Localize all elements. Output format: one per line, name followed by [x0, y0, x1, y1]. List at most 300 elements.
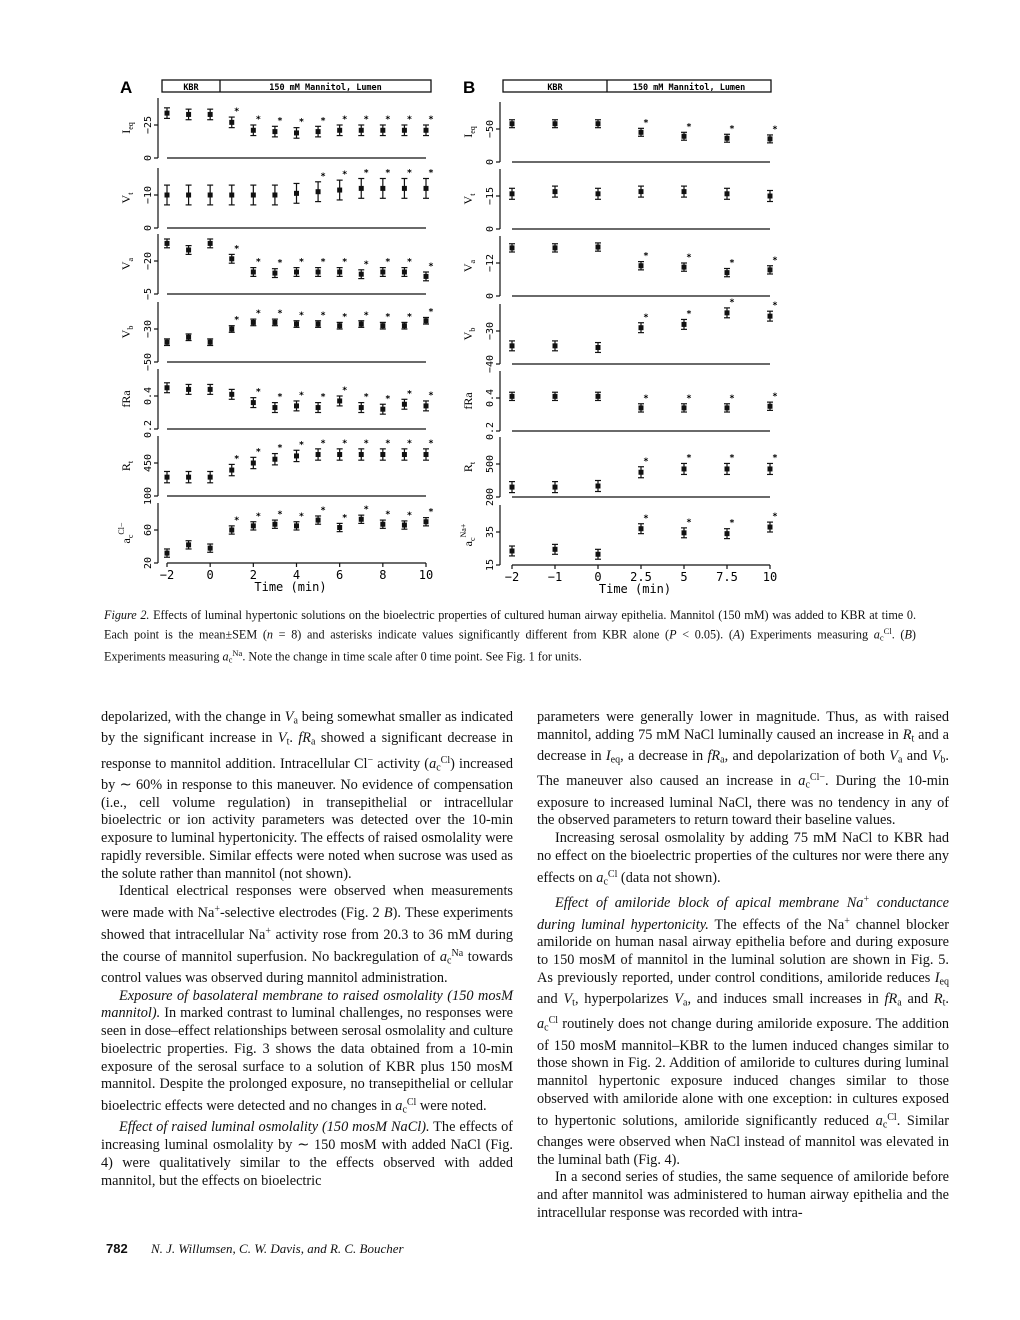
- data-point: [509, 482, 515, 493]
- mean-marker: [402, 523, 407, 528]
- text-run: ) Experiments measuring: [740, 627, 874, 642]
- significance-asterisk: *: [320, 171, 326, 182]
- significance-asterisk: *: [277, 116, 283, 127]
- text-run: and: [902, 748, 932, 764]
- mean-marker: [359, 272, 364, 277]
- subscript: c: [603, 876, 608, 887]
- italic-text: fR: [707, 748, 721, 764]
- text-run: and: [901, 991, 934, 1007]
- data-point: [380, 510, 391, 528]
- significance-asterisk: *: [277, 258, 283, 269]
- data-point: [724, 124, 735, 142]
- condition-control-label: KBR: [183, 83, 199, 93]
- significance-asterisk: *: [428, 507, 434, 518]
- data-point: [315, 258, 326, 277]
- significance-asterisk: *: [298, 390, 305, 401]
- superscript: +: [863, 893, 870, 905]
- mean-marker: [229, 528, 234, 533]
- data-point: [401, 312, 412, 329]
- data-point: [638, 252, 649, 270]
- mean-marker: [337, 525, 342, 530]
- mean-marker: [380, 452, 385, 457]
- significance-asterisk: *: [428, 390, 434, 401]
- data-point: [638, 118, 649, 136]
- y-axis-label: [119, 390, 133, 408]
- y-label-main: fRa: [461, 392, 475, 410]
- data-point: [380, 169, 391, 199]
- data-point: [250, 388, 261, 408]
- significance-asterisk: *: [341, 170, 348, 181]
- y-label-sub: t: [126, 460, 135, 464]
- data-point: [337, 258, 348, 277]
- data-point: [380, 394, 391, 414]
- data-point: [423, 508, 434, 526]
- y-label-sub: a: [126, 257, 135, 262]
- superscript: Cl: [406, 1097, 417, 1108]
- data-point: [401, 115, 412, 136]
- mean-marker: [639, 130, 644, 135]
- significance-asterisk: *: [277, 443, 283, 454]
- panel-B: [459, 78, 778, 596]
- significance-asterisk: *: [363, 438, 369, 449]
- text-run: . During the 10-min exposure to increased luminal NaCl, there was no tendency in any of the observed parameters to return toward their baseline values.: [537, 773, 949, 829]
- significance-asterisk: *: [643, 456, 649, 467]
- mean-marker: [424, 186, 429, 191]
- data-point: [315, 311, 326, 328]
- data-point: [250, 115, 261, 136]
- mean-marker: [251, 270, 256, 275]
- mean-marker: [186, 112, 191, 117]
- significance-asterisk: *: [341, 115, 348, 125]
- paragraph: [101, 988, 513, 1120]
- mean-marker: [337, 128, 342, 133]
- mean-marker: [596, 191, 601, 196]
- significance-asterisk: *: [406, 438, 413, 449]
- data-point: [724, 259, 735, 277]
- mean-marker: [402, 128, 407, 133]
- mean-marker: [402, 270, 407, 275]
- mean-marker: [359, 128, 364, 133]
- mean-marker: [380, 323, 385, 328]
- row-Rt: [119, 436, 434, 505]
- data-point: [767, 191, 773, 202]
- text-run: parameters were generally lower in magnitude. Thus, as with raised mannitol, adding 75 mM NaCl luminally caused an increase in: [537, 709, 949, 743]
- row-Rt: [461, 437, 778, 506]
- data-point: [552, 482, 558, 493]
- significance-asterisk: *: [406, 389, 413, 400]
- mean-marker: [596, 484, 601, 489]
- mean-marker: [165, 340, 170, 345]
- significance-asterisk: *: [686, 453, 692, 464]
- significance-asterisk: *: [428, 115, 434, 125]
- y-tick-label: 200: [485, 487, 496, 507]
- significance-asterisk: *: [255, 447, 262, 458]
- data-point: [767, 453, 778, 474]
- text-run: ) Experiments measuring: [104, 627, 916, 664]
- subscript: a: [293, 715, 298, 727]
- mean-marker: [639, 526, 644, 531]
- significance-asterisk: *: [255, 257, 262, 268]
- mean-marker: [208, 475, 213, 480]
- significance-asterisk: *: [298, 440, 305, 451]
- data-point: [229, 107, 240, 128]
- data-point: [638, 514, 649, 534]
- mean-marker: [316, 518, 321, 523]
- y-axis-label: [117, 522, 135, 543]
- paragraph: [101, 883, 513, 987]
- significance-asterisk: *: [234, 244, 240, 255]
- y-label-main: a: [461, 541, 475, 547]
- data-point: [401, 389, 412, 409]
- y-label-sub: t: [468, 461, 477, 465]
- data-point: [767, 125, 778, 143]
- row-fRa: [461, 371, 778, 440]
- data-point: [509, 546, 515, 556]
- data-point: [337, 115, 348, 136]
- y-label-sub: t: [126, 192, 135, 195]
- mean-marker: [186, 248, 191, 253]
- y-tick-label: −12: [485, 253, 496, 273]
- condition-control-label: KBR: [547, 83, 563, 93]
- row-Vt: [119, 168, 434, 231]
- mean-marker: [639, 405, 644, 410]
- data-point: [552, 341, 558, 351]
- data-point: [229, 185, 235, 205]
- significance-asterisk: *: [363, 310, 369, 321]
- figure-2: [0, 0, 1020, 605]
- data-point: [724, 188, 730, 199]
- data-point: [186, 384, 192, 394]
- text-run: The effects of increasing luminal osmolality by ∼ 150 mosM with added NaCl (Fig. 4) were qualitatively similar to the effects observed with added mannitol, but the effects on bioelectric: [101, 1119, 513, 1189]
- y-axis-label: [461, 259, 477, 272]
- x-tick-label: 2.5: [630, 570, 652, 584]
- data-point: [638, 394, 649, 412]
- italic-text: V: [284, 709, 294, 725]
- significance-asterisk: *: [772, 453, 778, 464]
- panel-letter: A: [120, 78, 133, 97]
- y-axis-label: [119, 122, 135, 134]
- mean-marker: [510, 485, 515, 490]
- y-label-sub: c: [126, 534, 135, 539]
- data-point: [272, 116, 283, 137]
- mean-marker: [165, 193, 170, 198]
- italic-text: V: [889, 748, 899, 764]
- mean-marker: [251, 193, 256, 198]
- y-label-sup: Cl−: [117, 522, 126, 535]
- significance-asterisk: *: [428, 438, 434, 449]
- mean-marker: [251, 461, 256, 466]
- mean-marker: [510, 343, 515, 348]
- mean-marker: [208, 193, 213, 198]
- data-point: [401, 258, 412, 277]
- mean-marker: [553, 547, 558, 552]
- mean-marker: [424, 274, 429, 279]
- data-point: [337, 386, 348, 406]
- mean-marker: [424, 318, 429, 323]
- mean-marker: [229, 392, 234, 397]
- y-label-main: I: [461, 133, 475, 138]
- x-tick-label: 10: [418, 568, 434, 582]
- text-run: In marked contrast to luminal challenges, no responses were seen in dose–effect relationships between serosal osmolality and culture bioelectric properties. Fig. 3 shows the data obtained from a 10-min exposure of the serosal surface to a solution of KBR plus 150 mosM mannitol. Despite the prolonged exposure, no transepithelial or cellular bioelectric effects were detected and no changes in: [101, 1005, 513, 1114]
- superscript: Cl: [440, 754, 451, 766]
- y-axis-label: [461, 126, 477, 138]
- significance-asterisk: *: [406, 115, 413, 125]
- data-point: [380, 115, 391, 136]
- mean-marker: [294, 191, 299, 196]
- data-point: [423, 391, 434, 411]
- mean-marker: [359, 517, 364, 522]
- subscript: a: [311, 736, 316, 748]
- x-tick-label: 4: [292, 568, 301, 582]
- italic-text: P: [669, 627, 677, 642]
- mean-marker: [272, 320, 277, 325]
- mean-marker: [596, 394, 601, 399]
- significance-asterisk: *: [234, 454, 240, 465]
- data-point: [552, 392, 558, 400]
- significance-asterisk: *: [320, 438, 326, 449]
- data-point: [595, 343, 601, 353]
- mean-marker: [424, 128, 429, 133]
- data-point: [164, 239, 170, 248]
- data-point: [207, 185, 213, 205]
- superscript: Na: [451, 947, 464, 959]
- mean-marker: [725, 191, 730, 196]
- page-footer: [106, 1241, 404, 1257]
- significance-asterisk: *: [320, 257, 326, 268]
- superscript: Cl: [607, 868, 618, 880]
- mean-marker: [596, 121, 601, 126]
- data-point: [207, 384, 213, 394]
- mean-marker: [510, 548, 515, 553]
- y-tick-label: −30: [143, 319, 154, 339]
- italic-text: B: [904, 627, 912, 642]
- y-tick-label: −20: [143, 251, 154, 271]
- significance-asterisk: *: [363, 505, 369, 516]
- data-point: [229, 389, 235, 399]
- data-point: [509, 341, 515, 351]
- data-point: [229, 244, 240, 263]
- data-point: [724, 453, 735, 474]
- superscript: +: [265, 925, 271, 937]
- data-point: [207, 109, 213, 120]
- paragraph: [537, 891, 949, 1170]
- data-point: [638, 186, 644, 197]
- y-axis-label: [119, 192, 135, 204]
- text-run: , and induces small increases in: [687, 991, 885, 1007]
- data-point: [164, 185, 170, 205]
- data-point: [552, 186, 558, 197]
- significance-asterisk: *: [320, 310, 326, 321]
- significance-asterisk: *: [277, 309, 283, 320]
- italic-text: Effect of amiloride block of apical membrane Na: [555, 894, 864, 911]
- data-point: [423, 115, 434, 136]
- data-point: [272, 510, 283, 528]
- mean-marker: [251, 320, 256, 325]
- y-label-main: V: [461, 195, 475, 205]
- mean-marker: [380, 128, 385, 133]
- data-point: [401, 169, 412, 199]
- panel-A: [117, 78, 434, 594]
- mean-marker: [596, 552, 601, 557]
- data-point: [229, 316, 240, 333]
- significance-asterisk: *: [729, 453, 735, 464]
- mean-marker: [337, 323, 342, 328]
- text-run: . The maneuver also caused an increase in: [537, 748, 949, 790]
- mean-marker: [725, 531, 730, 536]
- significance-asterisk: *: [363, 259, 369, 270]
- data-point: [767, 512, 778, 532]
- data-point: [358, 505, 369, 523]
- mean-marker: [186, 193, 191, 198]
- significance-asterisk: *: [729, 393, 735, 404]
- mean-marker: [510, 394, 515, 399]
- text-run: , hyperpolarizes: [574, 991, 675, 1007]
- x-tick-label: 0: [594, 570, 602, 584]
- significance-asterisk: *: [341, 438, 348, 449]
- significance-asterisk: *: [729, 124, 735, 135]
- subscript: c: [447, 955, 452, 966]
- data-point: [724, 298, 735, 318]
- y-label-sub: t: [468, 193, 477, 196]
- row-Va: [119, 234, 434, 300]
- mean-marker: [208, 241, 213, 246]
- significance-asterisk: *: [385, 115, 391, 125]
- y-tick-label: 0: [485, 158, 496, 166]
- superscript: Cl: [887, 1111, 897, 1123]
- significance-asterisk: *: [772, 512, 778, 523]
- y-label-sub: c: [468, 537, 477, 542]
- y-axis-label: [119, 460, 135, 471]
- data-point: [250, 258, 261, 277]
- data-point: [294, 183, 300, 203]
- paragraph: [101, 1119, 513, 1190]
- x-tick-label: 8: [379, 568, 387, 582]
- mean-marker: [768, 404, 773, 409]
- mean-marker: [165, 551, 170, 556]
- italic-text: Figure 2.: [104, 608, 150, 622]
- y-label-main: V: [461, 331, 475, 341]
- italic-text: R: [933, 991, 943, 1007]
- y-tick-label: −30: [485, 321, 496, 341]
- mean-marker: [682, 466, 687, 471]
- mean-marker: [768, 136, 773, 141]
- mean-marker: [359, 452, 364, 457]
- paragraph: [537, 1169, 949, 1222]
- data-point: [186, 334, 192, 341]
- data-point: [380, 258, 391, 277]
- x-tick-label: 5: [680, 570, 688, 584]
- x-tick-label: −1: [547, 570, 563, 584]
- mean-marker: [639, 325, 644, 330]
- row-aNa: [459, 505, 778, 596]
- subscript: eq: [610, 754, 621, 766]
- mean-marker: [380, 270, 385, 275]
- superscript: Na: [232, 648, 243, 659]
- mean-marker: [165, 475, 170, 480]
- data-point: [272, 393, 283, 413]
- mean-marker: [380, 407, 385, 412]
- subscript: c: [402, 1104, 407, 1116]
- text-run: channel blocker amiloride on human nasal airway epithelia before and during exposure to 150 mosM of mannitol in the luminal solution are shown in Fig. 5. As previously reported, under control conditions, amiloride reduces: [537, 916, 949, 986]
- data-point: [164, 383, 170, 393]
- mean-marker: [272, 193, 277, 198]
- text-run: -selective electrodes (Fig. 2: [219, 905, 384, 921]
- superscript: Cl: [883, 626, 892, 636]
- y-label-main: a: [119, 538, 133, 544]
- data-point: [509, 120, 515, 128]
- y-tick-label: 500: [485, 454, 496, 474]
- data-point: [681, 518, 692, 538]
- significance-asterisk: *: [686, 122, 692, 133]
- data-point: [315, 116, 326, 137]
- significance-asterisk: *: [385, 168, 391, 179]
- subscript: t: [911, 733, 915, 745]
- text-run: and a decrease in: [537, 726, 949, 764]
- mean-marker: [768, 314, 773, 319]
- subscript: a: [682, 997, 688, 1009]
- data-point: [509, 188, 515, 199]
- text-run: In a second series of studies, the same sequence of amiloride before and after mannitol was administered to human airway epithelia and the intracellular response was recorded with intra-: [537, 1169, 949, 1221]
- x-tick-label: 10: [762, 570, 778, 584]
- text-run: .: [945, 991, 949, 1007]
- mean-marker: [186, 335, 191, 340]
- mean-marker: [639, 189, 644, 194]
- mean-marker: [596, 345, 601, 350]
- italic-text: I: [934, 969, 940, 986]
- y-tick-label: 35: [485, 525, 496, 539]
- mean-marker: [682, 530, 687, 535]
- data-point: [294, 391, 305, 411]
- mean-marker: [424, 403, 429, 408]
- data-point: [186, 541, 192, 549]
- significance-asterisk: *: [406, 168, 413, 179]
- x-tick-label: −2: [504, 570, 520, 584]
- page-number: 782: [106, 1241, 128, 1256]
- significance-asterisk: *: [320, 116, 326, 127]
- mean-marker: [316, 322, 321, 327]
- significance-asterisk: *: [428, 307, 434, 318]
- mean-marker: [251, 523, 256, 528]
- significance-asterisk: *: [341, 513, 348, 524]
- mean-marker: [272, 522, 277, 527]
- subscript: c: [805, 779, 810, 791]
- mean-marker: [208, 340, 213, 345]
- text-run: ). These experiments showed that intracellular Na: [101, 905, 514, 943]
- superscript: +: [844, 915, 850, 927]
- data-point: [681, 253, 692, 271]
- significance-asterisk: *: [428, 262, 434, 272]
- figure-caption: [104, 607, 916, 668]
- mean-marker: [424, 519, 429, 524]
- data-point: [186, 109, 192, 120]
- y-axis-label: [459, 523, 477, 546]
- significance-asterisk: *: [298, 117, 305, 128]
- data-point: [250, 309, 261, 326]
- mean-marker: [294, 322, 299, 327]
- subscript: a: [897, 997, 902, 1009]
- mean-marker: [316, 189, 321, 194]
- mean-marker: [208, 387, 213, 392]
- significance-asterisk: *: [234, 107, 240, 118]
- y-axis-label: [461, 392, 475, 410]
- data-point: [186, 185, 192, 205]
- data-point: [423, 169, 434, 199]
- x-axis-label: Time (min): [254, 580, 327, 594]
- data-point: [272, 309, 283, 326]
- y-tick-label: 100: [143, 486, 154, 506]
- y-label-main: fRa: [119, 390, 133, 408]
- mean-marker: [725, 310, 730, 315]
